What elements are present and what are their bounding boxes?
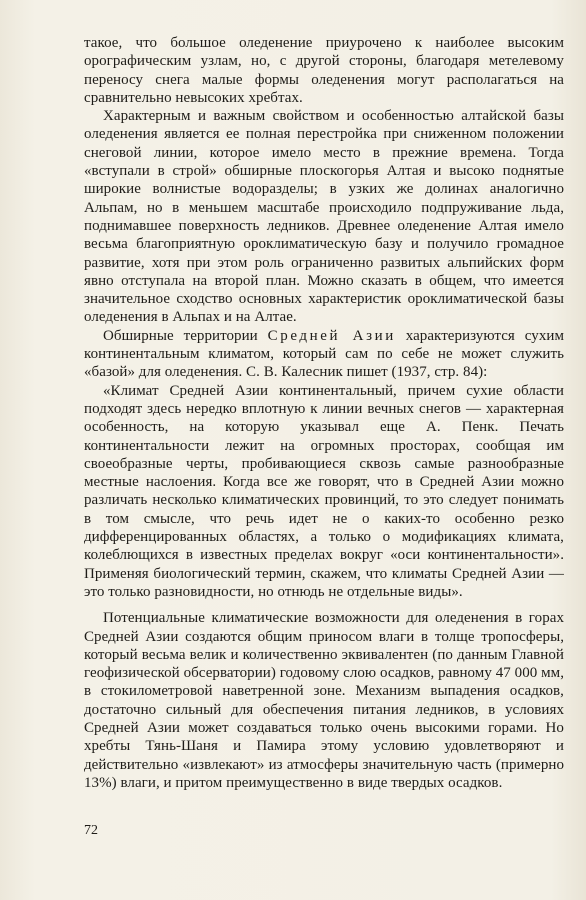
quotation-paragraph: «Климат Средней Азии континентальный, причем сухие области подходят здесь нередко вплотную к линии вечных снегов — характерная особенность, на которую указывал еще А. Пенк. Печать континентальности лежит на огромных просторах, сообщая им своеобразные черты, пробивающиеся сквозь самые разнообразные местные наслоения. Когда все же говорят, что в Средней Азии можно различать несколько климатических провинций, то это следует понимать в том смысле, что речь идет не о каких-то особенно резко дифференцированных областях, а только о модификациях климата, колеблющихся в известных пределах вокруг «оси континентальности». Применяя биологический термин, скажем, что климаты Средней Азии — это только разновидности, но отнюдь не отдельные виды». bbox=[84, 382, 564, 600]
spaced-term-central-asia: Средней Азии bbox=[267, 327, 396, 344]
paragraph-3-rest: характеризуются сухим континентальным климатом, который сам по себе не может служить «базой» для оледенения. С. В. Калесник пишет (1937, стр. 84): bbox=[84, 327, 564, 381]
paragraph-3 bbox=[84, 327, 564, 382]
paragraph-2: Характерным и важным свойством и особенностью алтайской базы оледенения является ее полная перестройка при сниженном положении снеговой линии, которое имело место в прежние времена. Тогда «вступали в строй» обширные плоскогорья Алтая и высоко поднятые широкие волнистые водоразделы; в узких же долинах аналогично Альпам, но в меньшем масштабе происходило подпруживание льда, поднимавшее поверхность ледников. Древнее оледенение Алтая имело весьма благоприятную ороклиматическую базу и получило громадное развитие, хотя при этом роль ограниченно развитых альпийских форм явно отступала на второй план. Можно сказать в общем, что имеется значительное сходство основных характеристик ороклиматической базы оледенения в Альпах и на Алтае. bbox=[84, 108, 564, 326]
body-text bbox=[84, 34, 564, 792]
paragraph-3-lead: Обширные территории bbox=[103, 327, 268, 344]
paragraph-1: такое, что большое оледенение приурочено к наиболее высоким орографическим узлам, но, с другой стороны, благодаря метелевому переносу снега малые формы оледенения могут располагаться на сравнительно невысоких хребтах. bbox=[84, 35, 564, 106]
paragraph-5: Потенциальные климатические возможности для оледенения в горах Средней Азии создаются общим приносом влаги в толще тропосферы, который весьма велик и количественно эквивалентен (по данным Главной геофизической обсерватории) годовому слою осадков, равному 47 000 мм, в стокилометровой наветренной зоне. Механизм выпадения осадков, достаточно сильный для обеспечения питания ледников, в условиях Средней Азии может создаваться только очень высокими горами. Но хребты Тянь-Шаня и Памира этому условию удовлетворяют и действительно «извлекают» из атмосферы значительную часть (примерно 13%) влаги, и притом преимущественно в виде твердых осадков. bbox=[84, 610, 564, 791]
page-number: 72 bbox=[84, 823, 98, 838]
